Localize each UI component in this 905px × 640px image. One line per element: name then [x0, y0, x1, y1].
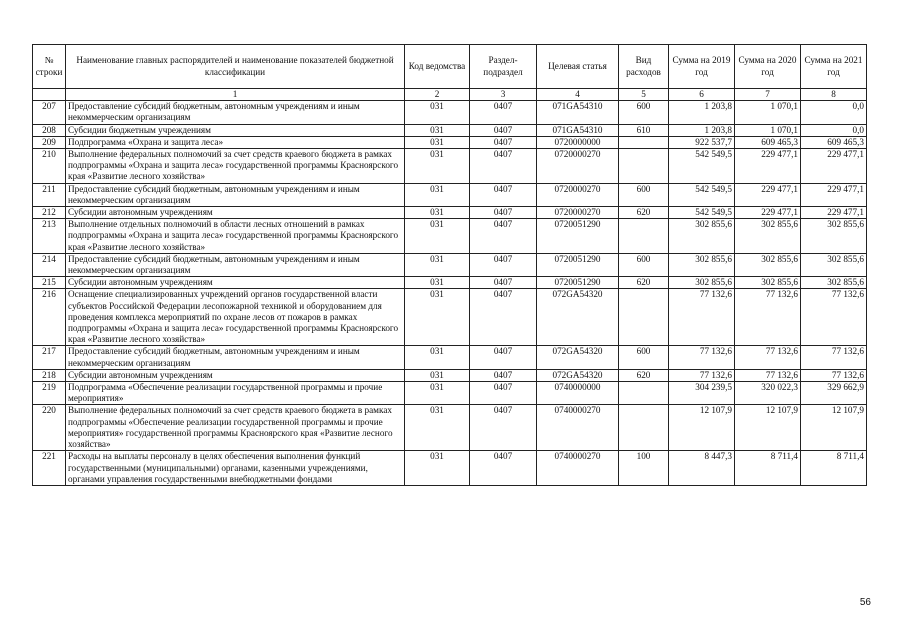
- column-number: 6: [669, 89, 735, 101]
- table-row: [33, 253, 867, 276]
- row-number: 218: [33, 369, 66, 381]
- target-article: 071GA54310: [537, 101, 619, 124]
- target-article: 072GA54320: [537, 369, 619, 381]
- amount-2020: 320 022,3: [735, 382, 801, 405]
- department-code: 031: [405, 149, 470, 184]
- amount-2019: 304 239,5: [669, 382, 735, 405]
- table-row: [33, 101, 867, 124]
- amount-2019: 542 549,5: [669, 149, 735, 184]
- row-number: 221: [33, 451, 66, 486]
- table-row: [33, 405, 867, 451]
- amount-2019: 77 132,6: [669, 369, 735, 381]
- column-number-row: [33, 89, 867, 101]
- target-article: 072GA54320: [537, 346, 619, 369]
- section-code: 0407: [470, 253, 537, 276]
- expense-type: [619, 136, 669, 148]
- row-number: 211: [33, 183, 66, 206]
- amount-2019: 1 203,8: [669, 101, 735, 124]
- amount-2021: 229 477,1: [801, 183, 867, 206]
- column-number: [33, 89, 66, 101]
- department-code: 031: [405, 277, 470, 289]
- amount-2020: 302 855,6: [735, 219, 801, 254]
- amount-2020: 302 855,6: [735, 277, 801, 289]
- amount-2019: 77 132,6: [669, 289, 735, 346]
- expense-type: 600: [619, 346, 669, 369]
- amount-2021: 302 855,6: [801, 219, 867, 254]
- table-row: [33, 183, 867, 206]
- column-number: 8: [801, 89, 867, 101]
- department-code: 031: [405, 369, 470, 381]
- amount-2021: 229 477,1: [801, 149, 867, 184]
- item-name: Расходы на выплаты персоналу в целях обеспечения выполнения функций государственными (муниципальными) органами, казенными учреждениями, органами управления государственными внебюджетными фондами: [66, 451, 405, 486]
- budget-table: [32, 44, 867, 486]
- amount-2020: 229 477,1: [735, 207, 801, 219]
- section-code: 0407: [470, 451, 537, 486]
- amount-2019: 542 549,5: [669, 207, 735, 219]
- section-code: 0407: [470, 207, 537, 219]
- amount-2019: 12 107,9: [669, 405, 735, 451]
- item-name: Предоставление субсидий бюджетным, автономным учреждениям и иным некоммерческим организациям: [66, 253, 405, 276]
- amount-2021: 8 711,4: [801, 451, 867, 486]
- section-code: 0407: [470, 149, 537, 184]
- department-code: 031: [405, 124, 470, 136]
- amount-2019: 302 855,6: [669, 219, 735, 254]
- amount-2021: 302 855,6: [801, 277, 867, 289]
- amount-2019: 302 855,6: [669, 253, 735, 276]
- target-article: 0720000270: [537, 183, 619, 206]
- amount-2020: 77 132,6: [735, 369, 801, 381]
- amount-2019: 1 203,8: [669, 124, 735, 136]
- amount-2019: 542 549,5: [669, 183, 735, 206]
- row-number: 213: [33, 219, 66, 254]
- row-number: 216: [33, 289, 66, 346]
- amount-2021: 0,0: [801, 101, 867, 124]
- header-cell: Сумма на 2021 год: [801, 45, 867, 89]
- row-number: 212: [33, 207, 66, 219]
- item-name: Предоставление субсидий бюджетным, автономным учреждениям и иным некоммерческим организациям: [66, 183, 405, 206]
- item-name: Оснащение специализированных учреждений органов государственной власти субъектов Российской Федерации лесопожарной техникой и оборудованием для проведения комплекса мероприятий по охране лесов от пожаров в рамках подпрограммы «Охрана и защита леса» государственной программы Красноярского края «Развитие лесного хозяйства»: [66, 289, 405, 346]
- amount-2019: 8 447,3: [669, 451, 735, 486]
- row-number: 220: [33, 405, 66, 451]
- department-code: 031: [405, 183, 470, 206]
- expense-type: 620: [619, 369, 669, 381]
- table-row: [33, 346, 867, 369]
- amount-2021: 77 132,6: [801, 346, 867, 369]
- target-article: 0720051290: [537, 277, 619, 289]
- header-cell: Код ведомства: [405, 45, 470, 89]
- expense-type: [619, 382, 669, 405]
- expense-type: [619, 149, 669, 184]
- row-number: 208: [33, 124, 66, 136]
- amount-2021: 77 132,6: [801, 289, 867, 346]
- department-code: 031: [405, 405, 470, 451]
- amount-2020: 1 070,1: [735, 101, 801, 124]
- header-cell: Сумма на 2019 год: [669, 45, 735, 89]
- amount-2019: 922 537,7: [669, 136, 735, 148]
- expense-type: 100: [619, 451, 669, 486]
- target-article: 072GA54320: [537, 289, 619, 346]
- item-name: Субсидии автономным учреждениям: [66, 207, 405, 219]
- column-number: 5: [619, 89, 669, 101]
- row-number: 215: [33, 277, 66, 289]
- header-cell: Целевая статья: [537, 45, 619, 89]
- section-code: 0407: [470, 124, 537, 136]
- amount-2021: 609 465,3: [801, 136, 867, 148]
- target-article: 0720051290: [537, 253, 619, 276]
- section-code: 0407: [470, 183, 537, 206]
- table-row: [33, 382, 867, 405]
- section-code: 0407: [470, 289, 537, 346]
- amount-2020: 12 107,9: [735, 405, 801, 451]
- item-name: Подпрограмма «Охрана и защита леса»: [66, 136, 405, 148]
- header-cell: Раздел-подраздел: [470, 45, 537, 89]
- target-article: 0740000000: [537, 382, 619, 405]
- department-code: 031: [405, 451, 470, 486]
- amount-2021: 0,0: [801, 124, 867, 136]
- row-number: 217: [33, 346, 66, 369]
- amount-2021: 329 662,9: [801, 382, 867, 405]
- item-name: Выполнение федеральных полномочий за счет средств краевого бюджета в рамках подпрограммы «Обеспечение реализации государственной программы и прочие мероприятия» государственной программы Красноярского края «Развитие лесного хозяйства»: [66, 405, 405, 451]
- row-number: 207: [33, 101, 66, 124]
- department-code: 031: [405, 219, 470, 254]
- section-code: 0407: [470, 136, 537, 148]
- expense-type: [619, 405, 669, 451]
- department-code: 031: [405, 101, 470, 124]
- item-name: Выполнение федеральных полномочий за счет средств краевого бюджета в рамках подпрограммы «Охрана и защита леса» государственной программы Красноярского края «Развитие лесного хозяйства»: [66, 149, 405, 184]
- column-number: 2: [405, 89, 470, 101]
- department-code: 031: [405, 289, 470, 346]
- table-row: [33, 124, 867, 136]
- amount-2020: 302 855,6: [735, 253, 801, 276]
- target-article: 0720000270: [537, 207, 619, 219]
- table-row: [33, 289, 867, 346]
- item-name: Подпрограмма «Обеспечение реализации государственной программы и прочие мероприятия»: [66, 382, 405, 405]
- expense-type: 620: [619, 207, 669, 219]
- row-number: 210: [33, 149, 66, 184]
- header-cell: Наименование главных распорядителей и наименование показателей бюджетной классификации: [66, 45, 405, 89]
- column-number: 7: [735, 89, 801, 101]
- page-number: 56: [859, 597, 871, 608]
- table-body: [33, 101, 867, 486]
- section-code: 0407: [470, 369, 537, 381]
- section-code: 0407: [470, 219, 537, 254]
- department-code: 031: [405, 346, 470, 369]
- department-code: 031: [405, 136, 470, 148]
- amount-2020: 609 465,3: [735, 136, 801, 148]
- amount-2021: 302 855,6: [801, 253, 867, 276]
- item-name: Выполнение отдельных полномочий в области лесных отношений в рамках подпрограммы «Охрана и защита леса» государственной программы Красноярского края «Развитие лесного хозяйства»: [66, 219, 405, 254]
- amount-2020: 229 477,1: [735, 183, 801, 206]
- item-name: Субсидии автономным учреждениям: [66, 277, 405, 289]
- target-article: 0720051290: [537, 219, 619, 254]
- table-row: [33, 207, 867, 219]
- header-cell: Вид расходов: [619, 45, 669, 89]
- column-number: 1: [66, 89, 405, 101]
- amount-2020: 1 070,1: [735, 124, 801, 136]
- table-row: [33, 451, 867, 486]
- expense-type: [619, 219, 669, 254]
- column-number: 4: [537, 89, 619, 101]
- header-cell: № строки: [33, 45, 66, 89]
- row-number: 219: [33, 382, 66, 405]
- amount-2021: 229 477,1: [801, 207, 867, 219]
- target-article: 0720000000: [537, 136, 619, 148]
- table-row: [33, 149, 867, 184]
- table-row: [33, 219, 867, 254]
- expense-type: 610: [619, 124, 669, 136]
- expense-type: 600: [619, 183, 669, 206]
- expense-type: [619, 289, 669, 346]
- department-code: 031: [405, 382, 470, 405]
- table-row: [33, 369, 867, 381]
- header-row: [33, 45, 867, 89]
- section-code: 0407: [470, 382, 537, 405]
- amount-2020: 229 477,1: [735, 149, 801, 184]
- section-code: 0407: [470, 346, 537, 369]
- department-code: 031: [405, 207, 470, 219]
- table-row: [33, 277, 867, 289]
- target-article: 0740000270: [537, 405, 619, 451]
- target-article: 0720000270: [537, 149, 619, 184]
- item-name: Предоставление субсидий бюджетным, автономным учреждениям и иным некоммерческим организациям: [66, 346, 405, 369]
- target-article: 0740000270: [537, 451, 619, 486]
- column-number: 3: [470, 89, 537, 101]
- expense-type: 600: [619, 253, 669, 276]
- item-name: Субсидии автономным учреждениям: [66, 369, 405, 381]
- expense-type: 620: [619, 277, 669, 289]
- item-name: Субсидии бюджетным учреждениям: [66, 124, 405, 136]
- section-code: 0407: [470, 101, 537, 124]
- amount-2019: 302 855,6: [669, 277, 735, 289]
- amount-2020: 77 132,6: [735, 346, 801, 369]
- expense-type: 600: [619, 101, 669, 124]
- row-number: 209: [33, 136, 66, 148]
- amount-2020: 8 711,4: [735, 451, 801, 486]
- target-article: 071GA54310: [537, 124, 619, 136]
- table-row: [33, 136, 867, 148]
- row-number: 214: [33, 253, 66, 276]
- item-name: Предоставление субсидий бюджетным, автономным учреждениям и иным некоммерческим организациям: [66, 101, 405, 124]
- section-code: 0407: [470, 405, 537, 451]
- amount-2021: 77 132,6: [801, 369, 867, 381]
- amount-2019: 77 132,6: [669, 346, 735, 369]
- department-code: 031: [405, 253, 470, 276]
- amount-2020: 77 132,6: [735, 289, 801, 346]
- amount-2021: 12 107,9: [801, 405, 867, 451]
- section-code: 0407: [470, 277, 537, 289]
- header-cell: Сумма на 2020 год: [735, 45, 801, 89]
